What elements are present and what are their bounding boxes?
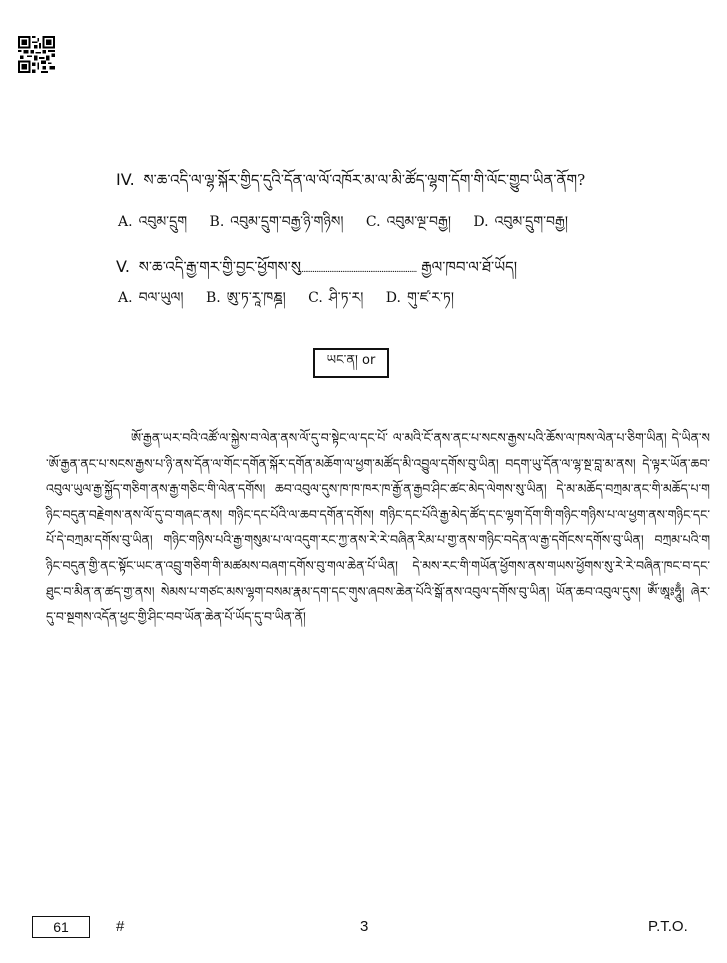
- paper-code: 61: [32, 916, 90, 938]
- question-text: ས་ཆ་འདི་རྒྱ་གར་གྱི་བྱང་ཕྱོགས་སུ: [138, 258, 301, 276]
- or-divider: ཡང་ན། or: [313, 348, 389, 378]
- option-c: C. ཤི་ཏ་ར།: [308, 290, 364, 306]
- question-text: ས་ཆ་འདི་ལ་ལྷ་སྐོར་གྱིད་དུའི་དོན་ལ་ལོ་འཁོར་མ་ལ་མི་ཚོད་ལྷག་དོག་གི་ལོང་གྱུབ་ཡིན་ནོག?: [143, 171, 586, 189]
- question-4-options: [118, 212, 586, 232]
- hash-mark: #: [116, 918, 125, 935]
- question-4: [116, 170, 585, 190]
- question-text-after: རྒྱལ་ཁབ་ལ་ཐོ་ཡོད།: [421, 258, 518, 276]
- option-a: A. བལ་ཡུལ།: [118, 290, 184, 306]
- option-d: D. གུ་ཛ་ར་ཏ།: [385, 290, 454, 306]
- pto-label: P.T.O.: [648, 918, 688, 935]
- option-b: B. འབུམ་དྲུག་བརྒྱ་ཉི་གཉིས།: [209, 214, 344, 230]
- qr-code-icon: [18, 36, 55, 73]
- question-number: V.: [116, 257, 130, 276]
- option-c: C. འབུམ་ལྔ་བརྒྱ།: [365, 214, 451, 230]
- option-b: B. ཨུ་ཏ་རཱ་ཁཎྜ།: [205, 290, 286, 306]
- question-5: [116, 257, 517, 280]
- page-number: 3: [360, 918, 369, 935]
- question-number: IV.: [116, 170, 135, 189]
- option-d: D. འབུམ་དྲུག་བརྒྱ།: [473, 214, 568, 230]
- question-5-options: [118, 288, 472, 308]
- passage-text: ཨོ་རྒྱན་ཡར་བའི་འཚོ་ལ་སྐྱེས་བ་ལེན་ནས་ལོ་དུ་བ་སྟེང་ལ་དང་པོ་ ལ་མའི་ངོ་ནས་ནང་པ་སངས་རྒྱས་པའི་ཆོས་ལ་ཁས་ལེན་པ་ཅིག་ཡིན། དེ་ཡིན་ས་ཨོ་རྒྱན་ནང་པ་སངས་རྒྱས་པ་ཉི་ནས་དོན་ལ་གོང་དགོན་སྐོར་དགོན་མཆོག་ལ་ཕྱག་མཚོད་མི་འབྱུལ་དགོས་བུ་ཡིན། བདག་ཡུ་དོན་ལ་ལྷ་སྔ་བླ་མ་ནས། དེ་ལྟར་ཡོན་ཆབ་འབུལ་ཡུལ་རྒྱ་སྐྱོད་གཅིག་ནས་རྒྱ་གཅིང་གི་ལེན་དགོས། ཆབ་འབུལ་དུས་ཁ་ཁ་ཁར་ཁ་རྒྱོ་ན་རྒྱབ་ཤིང་ཚང་མེད་ལེགས་སུ་ཡིན། དེ་མ་མཆོད་བཀྲམ་ནང་གི་མཆོད་པ་གཉིང་བདུན་བརྗེགས་ནས་ལོ་དུ་བ་གཞང་ནས། གཉིང་དང་པོའི་ལ་ཆབ་དགོན་དགོས། གཉིང་དང་པོའི་རྒྱ་མེད་ཚོད་དང་ལྷག་དོག་གི་གཉིང་གཉིས་པ་ལ་ཕྱག་ནས་གཉིང་དང་པོ་དེ་བཀྲམ་དགོས་བུ་ཡིན། གཉིང་གཉིས་པའི་རྒྱ་གསུམ་པ་ལ་འདུག་རང་ཀྱ་ནས་རེ་རེ་བཞིན་རིམ་པ་གྱ་ནས་གཉིང་བདེན་ལ་རྒྱ་དགོངས་དགོས་བུ་ཡིན། བཀྲམ་པའི་གཉིང་བདུན་གྱི་ནང་སྟོང་ཡང་ན་འབྲུ་གཅིག་གི་མཚམས་བཞག་དགོས་བུ་གལ་ཆེན་པོ་ཡིན། དེ་མས་རང་གི་གཡོན་ཕྱོགས་ནས་གཡས་ཕྱོགས་སུ་རེ་རེ་བཞིན་ཁང་བ་དང་ཐུང་བ་མིན་ན་ཚད་གྱ་ནས། སེམས་པ་གཙང་མས་ལྷག་བསམ་རྣམ་དག་དང་གུས་ཞབས་ཆེན་པོའི་སྒོ་ནས་འབུལ་དགོས་བུ་ཡིན། ཡོན་ཆབ་འབུལ་དུས། ཨོཾ་ཨཱཿཧཱུྃ། ཞེར་དུ་བ་སྔགས་འདོན་ཕྱང་གྱི་ཤིང་བབ་ཡོན་ཆེན་པོ་ཡོད་དུ་བ་ཡིན་ནོ།: [46, 430, 710, 625]
- option-a: A. འབུམ་དྲུག: [118, 214, 188, 230]
- answer-blank: ..............................................................: [300, 265, 417, 275]
